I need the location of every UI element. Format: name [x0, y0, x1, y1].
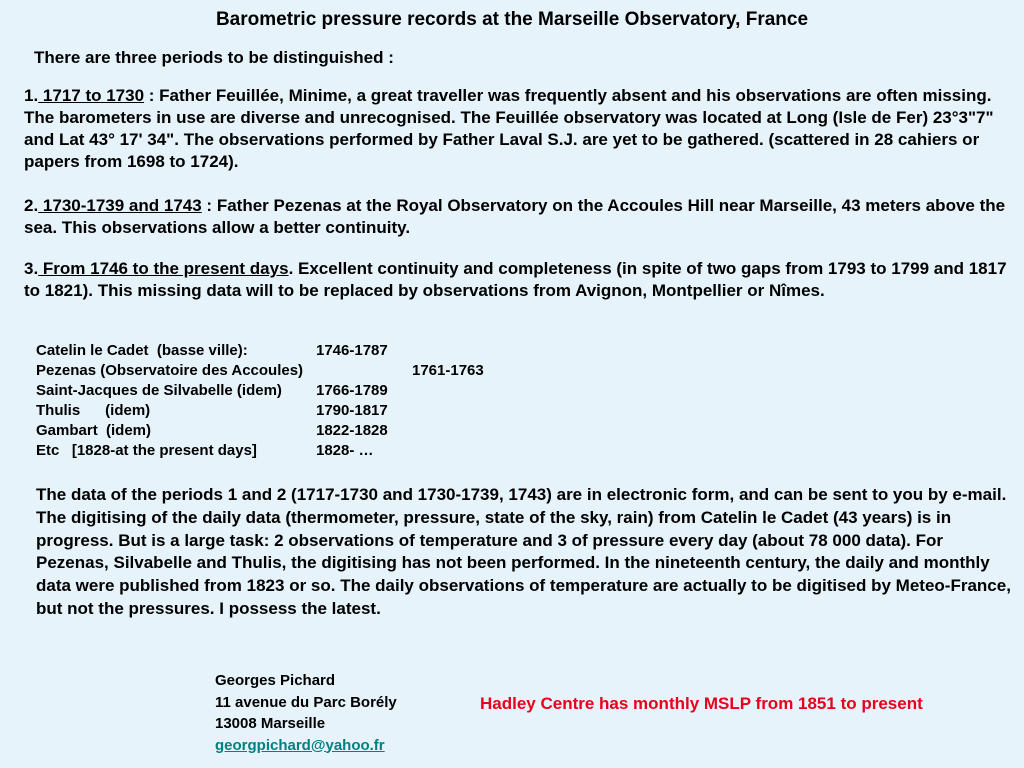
station-name: Thulis (idem)	[36, 402, 151, 419]
station-name: Gambart (idem)	[36, 422, 152, 439]
period-3-label: From 1746 to the present days	[38, 259, 289, 278]
page-title: Barometric pressure records at the Marseille Observatory, France	[215, 9, 809, 30]
station-years: 1828- …	[316, 442, 374, 459]
station-name: Catelin le Cadet (basse ville):	[36, 342, 248, 359]
data-availability-paragraph: The data of the periods 1 and 2 (1717-1730 and 1730-1739, 1743) are in electronic form, and can be sent to you by e-mail. The digitising of the daily data (thermometer, pressure, state of the sky, rain) from Catelin le Cadet (43 years) is in progress. But is a large task: 2 observations of temperature and 3 of pressure every day (about 78 000 data). For Pezenas, Silvabelle and Thulis, the digitising has not been performed. In the nineteenth century, the daily and monthly data were published from 1823 or so. The daily observations of temperature are actually to be digitised by Meteo-France, but not the pressures. I possess the latest.	[36, 485, 1011, 618]
station-years: 1790-1817	[316, 402, 388, 419]
station-row	[34, 421, 488, 441]
station-extra-years: 1761-1763	[412, 362, 484, 379]
period-3-number: 3.	[24, 259, 39, 278]
station-extra-years	[410, 421, 488, 441]
station-row	[34, 441, 488, 461]
period-2	[24, 195, 1014, 239]
period-2-text: Father Pezenas at the Royal Observatory on the Accoules Hill near Marseille, 43 meters above the sea. This observations allow a better continuity.	[24, 196, 1006, 237]
period-1-separator: :	[144, 86, 160, 105]
period-2-number: 2.	[24, 196, 39, 215]
station-years	[314, 361, 410, 381]
station-name: Saint-Jacques de Silvabelle (idem)	[36, 382, 282, 399]
station-row	[34, 361, 488, 381]
hadley-centre-note: Hadley Centre has monthly MSLP from 1851 to present	[480, 694, 923, 713]
station-row	[34, 401, 488, 421]
station-extra-years	[410, 401, 488, 421]
contact-block	[215, 670, 397, 756]
station-years: 1822-1828	[316, 422, 388, 439]
period-3-text: Excellent continuity and completeness (in spite of two gaps from 1793 to 1799 and 1817 to 1821). This missing data will to be replaced by observations from Avignon, Montpellier or Nîmes.	[24, 259, 1007, 300]
contact-city: 13008 Marseille	[215, 715, 326, 732]
station-years: 1746-1787	[316, 342, 388, 359]
station-extra-years	[410, 441, 488, 461]
period-1	[24, 85, 1014, 173]
stations-table	[34, 341, 488, 461]
period-2-separator: :	[201, 196, 217, 215]
station-row	[34, 341, 488, 361]
station-extra-years	[410, 381, 488, 401]
period-3	[24, 258, 1014, 302]
contact-email-link[interactable]: georgpichard@yahoo.fr	[215, 736, 385, 754]
contact-street: 11 avenue du Parc Borély	[215, 693, 397, 711]
period-1-label: 1717 to 1730	[38, 86, 145, 105]
station-name: Etc [1828-at the present days]	[36, 442, 257, 459]
period-2-label: 1730-1739 and 1743	[38, 196, 202, 215]
period-3-separator: .	[288, 259, 299, 278]
period-1-text: Father Feuillée, Minime, a great traveller was frequently absent and his observations are often missing. The barometers in use are diverse and unrecognised. The Feuillée observatory was located at Long (Isle de Fer) 23°3"7" and Lat 43° 17' 34". The observations performed by Father Laval S.J. are yet to be gathered. (scattered in 28 cahiers or papers from 1698 to 1724).	[24, 86, 994, 171]
station-row	[34, 381, 488, 401]
period-1-number: 1.	[24, 86, 39, 105]
contact-name: Georges Pichard	[215, 672, 336, 689]
station-name: Pezenas (Observatoire des Accoules)	[36, 362, 304, 379]
station-extra-years	[410, 341, 488, 361]
station-years: 1766-1789	[316, 382, 388, 399]
intro-text: There are three periods to be distinguished :	[34, 48, 394, 67]
